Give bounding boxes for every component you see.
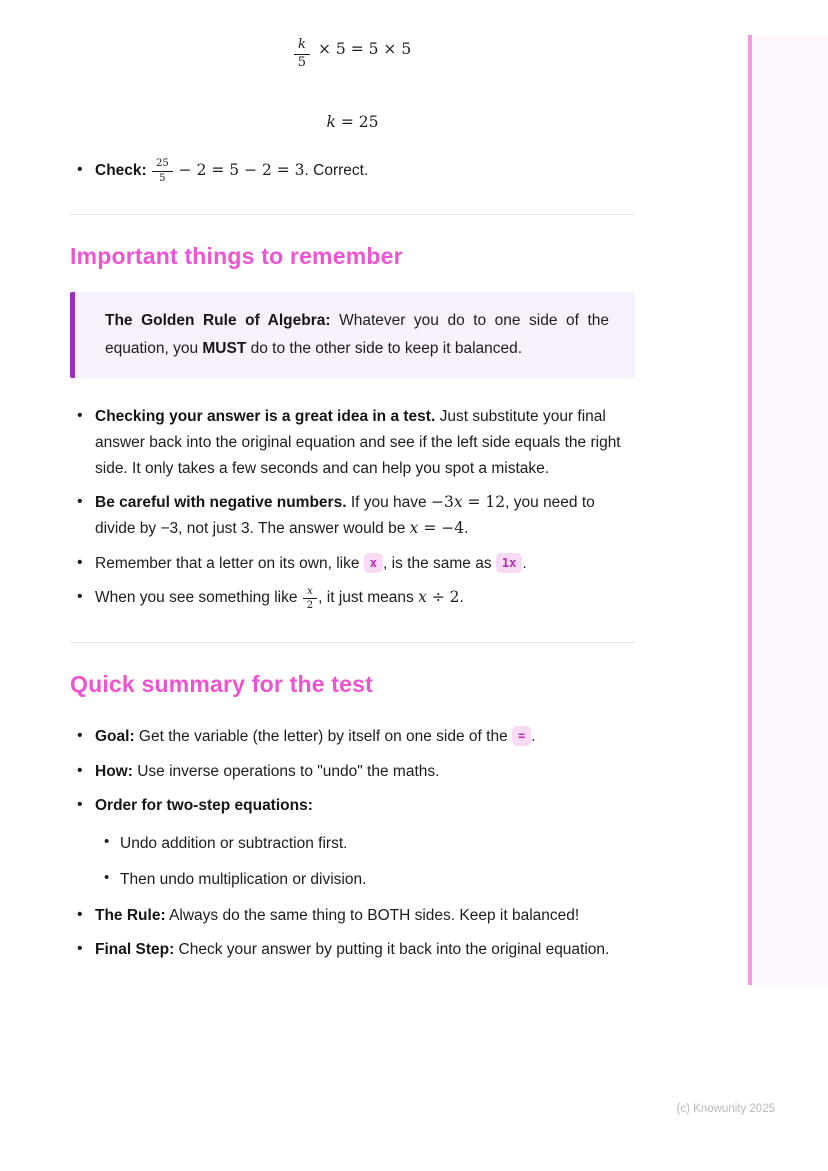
bullet-text: , you need to divide by −3, not just 3. The answer would be <box>95 494 595 538</box>
math-segment: = −4 <box>418 519 465 538</box>
fraction-numerator: 25 <box>152 158 173 172</box>
list-item-final-step <box>70 937 635 963</box>
order-sub-list <box>95 831 635 892</box>
fraction-denominator: 2 <box>306 600 314 612</box>
code-chip-x: x <box>364 553 383 573</box>
section-divider <box>70 214 635 215</box>
golden-rule-callout <box>70 292 635 378</box>
equation-variable: k <box>326 112 336 131</box>
equation-line-2 <box>70 113 635 132</box>
sub-list-item-undo-addition <box>95 831 635 857</box>
bullet-text: , it just means <box>318 589 419 607</box>
bullet-bold: Be careful with negative numbers. <box>95 494 347 512</box>
math-variable: x <box>418 588 427 607</box>
bullet-bold: Order for two-step equations: <box>95 797 313 815</box>
section-heading-summary: Quick summary for the test <box>70 670 374 697</box>
fraction-numerator: x <box>303 586 317 600</box>
math-segment: ÷ 2 <box>426 588 460 607</box>
bullet-text: Remember that a letter on its own, like <box>95 554 364 572</box>
bullet-bold: Checking your answer is a great idea in a test. <box>95 408 436 426</box>
fraction-x-over-2 <box>303 586 317 612</box>
math-variable: x <box>409 519 419 538</box>
bullet-text: Always do the same thing to BOTH sides. Keep it balanced! <box>165 906 580 924</box>
bullet-bold: The Rule: <box>95 906 166 924</box>
section-divider <box>70 642 635 643</box>
callout-text-2: do to the other side to keep it balanced. <box>246 340 523 358</box>
callout-bold-must: MUST <box>202 340 247 358</box>
bullet-text: Use inverse operations to "undo" the maths. <box>132 762 440 780</box>
summary-list <box>70 724 635 963</box>
fraction-denominator: 5 <box>297 54 307 70</box>
bullet-text: . <box>522 554 527 572</box>
fraction-numerator: k <box>294 38 310 55</box>
document-content <box>70 0 635 972</box>
bullet-text: If you have <box>346 494 431 512</box>
list-item-the-rule <box>70 903 635 929</box>
bullet-bold: Goal: <box>95 727 135 745</box>
bullet-text: . <box>459 589 464 607</box>
math-variable: x <box>453 493 463 512</box>
fraction-k-over-5 <box>294 38 310 71</box>
equation-result: = 25 <box>335 112 379 131</box>
list-item-fraction-meaning <box>70 585 635 612</box>
sub-list-item-undo-multiplication <box>95 867 635 893</box>
bullet-text: Then undo multiplication or division. <box>120 870 367 888</box>
bullet-text: . <box>464 520 469 538</box>
list-item-negative-numbers <box>70 490 635 541</box>
math-segment: = 12 <box>462 493 506 512</box>
page-edge-strip <box>748 35 828 985</box>
code-chip-1x: 1x <box>496 553 522 573</box>
bullet-text: , is the same as <box>383 554 496 572</box>
check-list <box>70 158 635 185</box>
check-math: − 2 = 5 − 2 = 3 <box>173 160 305 179</box>
bullet-text: Get the variable (the letter) by itself on one side of the <box>134 727 512 745</box>
list-item-order <box>70 793 635 892</box>
bullet-text: Undo addition or subtraction first. <box>120 835 348 853</box>
callout-text <box>105 307 609 363</box>
check-label: Check: <box>95 161 147 179</box>
list-item-checking-answer <box>70 404 635 481</box>
code-chip-equals: = <box>512 726 531 746</box>
math-segment: −3 <box>430 493 454 512</box>
fraction-25-over-5 <box>152 158 173 184</box>
check-list-item <box>70 158 635 185</box>
callout-text-1: Whatever you do to one side of the equation, you <box>105 312 609 358</box>
list-item-letter-on-its-own <box>70 551 635 577</box>
list-item-how <box>70 759 635 785</box>
bullet-text: Just substitute your final answer back into the original equation and see if the left side equals the right side. It only takes a few seconds and can help you spot a mistake. <box>95 408 621 477</box>
bullet-bold: How: <box>95 762 133 780</box>
equation-line-1 <box>70 38 635 71</box>
fraction-denominator: 5 <box>159 172 166 184</box>
footer-copyright: (c) Knowunity 2025 <box>676 1103 775 1115</box>
bullet-text: When you see something like <box>95 589 302 607</box>
section-heading-remember: Important things to remember <box>70 243 403 270</box>
list-item-goal <box>70 724 635 750</box>
callout-bold-lead: The Golden Rule of Algebra: <box>105 312 331 330</box>
remember-list <box>70 404 635 612</box>
bullet-text: Check your answer by putting it back into the original equation. <box>174 941 610 959</box>
check-tail: . Correct. <box>304 161 369 179</box>
bullet-text: . <box>531 727 536 745</box>
bullet-bold: Final Step: <box>95 941 175 959</box>
equation-rhs: × 5 = 5 × 5 <box>313 39 412 58</box>
